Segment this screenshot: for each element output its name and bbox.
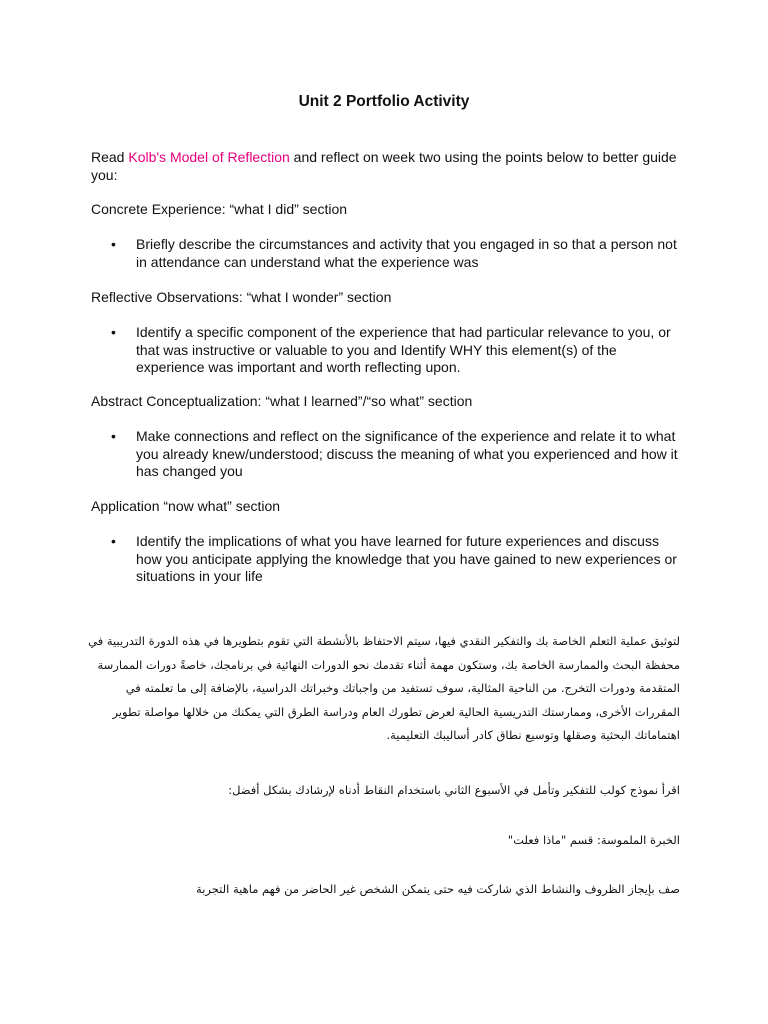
bullet-item-reflective-observations xyxy=(111,324,681,377)
bullet-item-concrete-experience xyxy=(111,236,681,271)
document-title: Unit 2 Portfolio Activity xyxy=(298,93,470,110)
arabic-read-instruction: اقرأ نموذج كولب للتفكير وتأمل في الأسبوع الثاني باستخدام النقاط أدناه لإرشادك بشكل أفضل: xyxy=(228,783,680,797)
bullet-icon: • xyxy=(111,428,116,444)
intro-prefix: Read xyxy=(91,149,129,165)
bullet-item-abstract-conceptualization xyxy=(111,428,681,481)
bullet-text: Make connections and reflect on the significance of the experience and relate it to what you already knew/understood; discuss the meaning of what you experienced and how it has changed you xyxy=(136,428,678,479)
bullet-icon: • xyxy=(111,324,116,340)
bullet-item-application xyxy=(111,533,681,586)
bullet-text: Briefly describe the circumstances and activity that you engaged in so that a person not in attendance can understand what the experience was xyxy=(136,236,677,270)
section-heading-application: Application “now what” section xyxy=(91,498,281,514)
intro-paragraph xyxy=(91,149,691,184)
bullet-text: Identify a specific component of the experience that had particular relevance to you, or that was instructive or valuable to you and Identify WHY this element(s) of the experience was important and worth reflecting upon. xyxy=(136,324,671,375)
bullet-text: Identify the implications of what you have learned for future experiences and discuss how you anticipate applying the knowledge that you have gained to new experiences or situations in your life xyxy=(136,533,677,584)
kolb-model-link[interactable]: Kolb's Model of Reflection xyxy=(128,149,290,165)
arabic-section-heading-concrete-experience: الخبرة الملموسة: قسم "ماذا فعلت" xyxy=(507,833,680,847)
section-heading-reflective-observations: Reflective Observations: “what I wonder” section xyxy=(91,289,392,305)
arabic-describe-line: صف بإيجاز الظروف والنشاط الذي شاركت فيه حتى يتمكن الشخص غير الحاضر من فهم ماهية التجربة xyxy=(196,882,680,896)
bullet-icon: • xyxy=(111,533,116,549)
section-heading-abstract-conceptualization: Abstract Conceptualization: “what I learned”/“so what” section xyxy=(91,393,473,409)
bullet-icon: • xyxy=(111,236,116,252)
section-heading-concrete-experience: Concrete Experience: “what I did” section xyxy=(91,201,348,217)
arabic-intro-paragraph: لتوثيق عملية التعلم الخاصة بك والتفكير النقدي فيها، سيتم الاحتفاظ بالأنشطة التي تقوم بتطويرها في هذه الدورة التدريبية في محفظة البحث والممارسة الخاصة بك، وستكون مهمة أثناء تقدمك نحو الدورات النهائية في برنامجك، خاصةً دورات الممارسة المتقدمة ودورات التخرج. من الناحية المثالية، سوف تستفيد من واجباتك وخبراتك الدراسية، بالإضافة إلى ما تعلمته في المقررات الأخرى، وممارستك التدريسية الحالية لعرض تطورك العام ودراسة الطرق التي يمكنك من خلالها مواصلة تطوير اهتماماتك البحثية وصقلها وتوسيع نطاق كادر أساليبك التعليمية. xyxy=(88,634,680,742)
intro-suffix: and reflect on week two using the points below to better guide you: xyxy=(91,149,677,183)
